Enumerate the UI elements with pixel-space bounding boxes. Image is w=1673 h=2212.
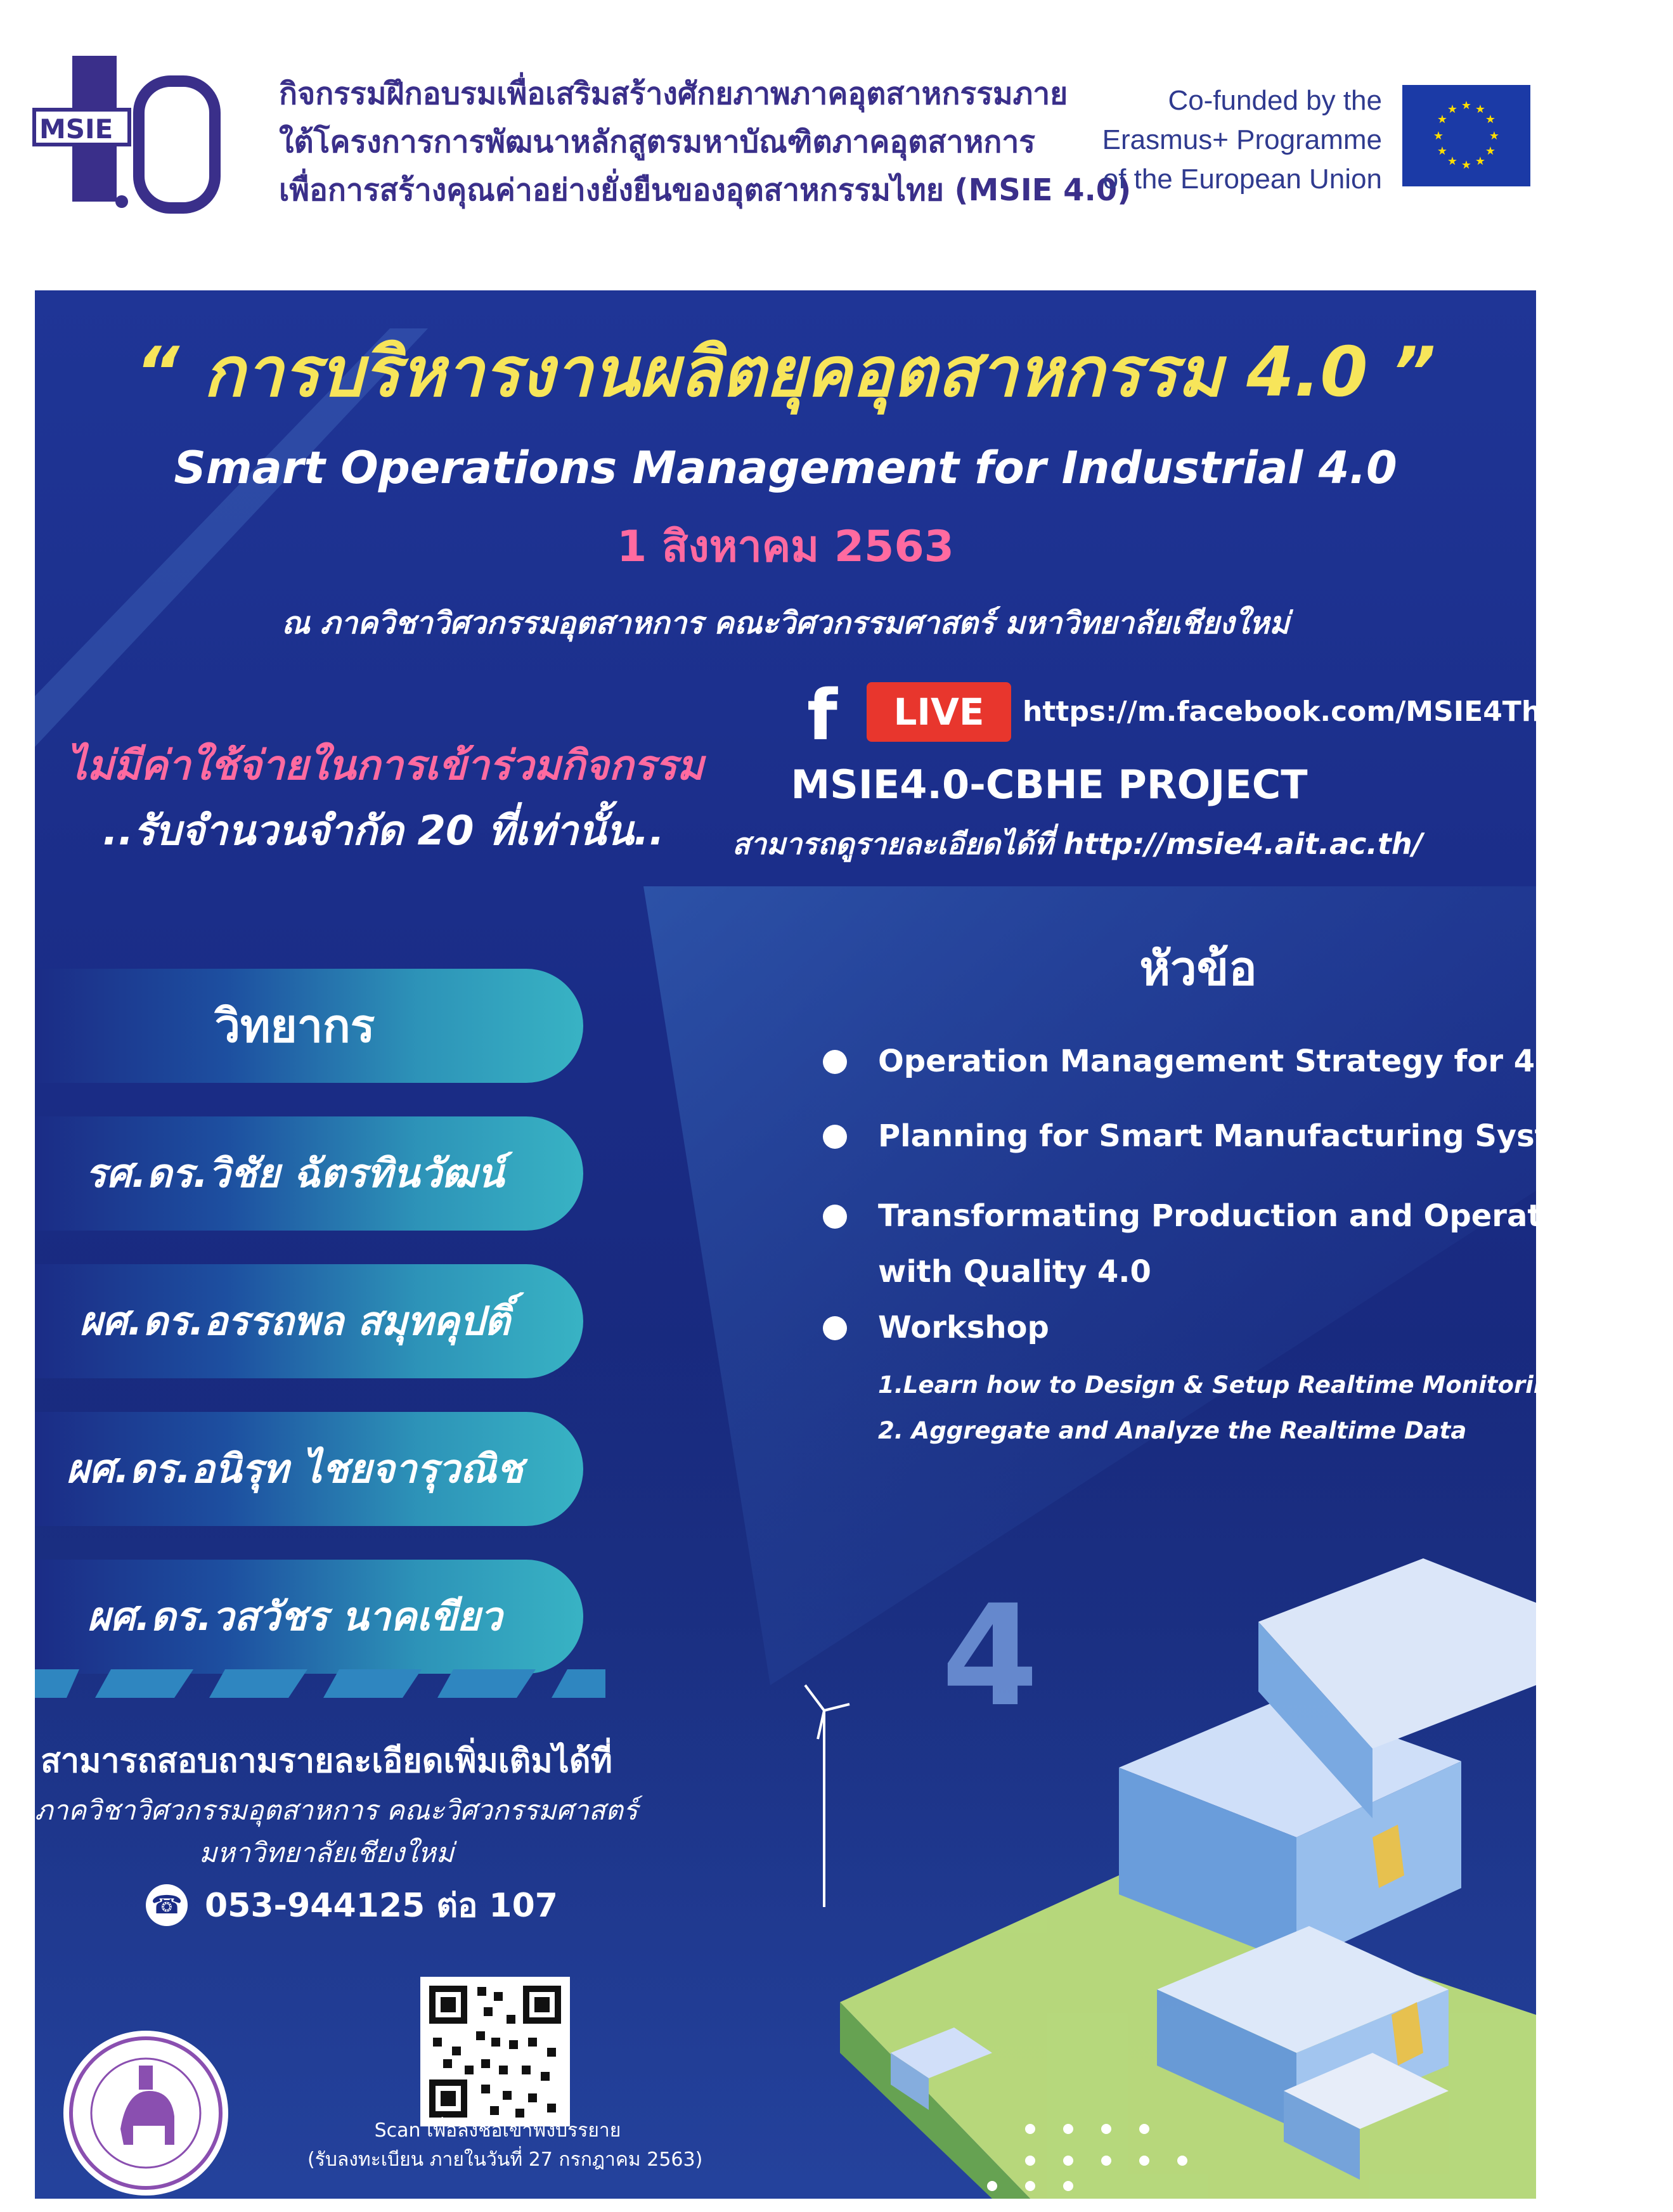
svg-text:★: ★: [1447, 155, 1458, 168]
msie-logo: [34, 56, 231, 221]
phone-icon: ☎: [146, 1884, 188, 1926]
topic-item: Workshop: [878, 1310, 1049, 1345]
svg-text:★: ★: [1489, 129, 1500, 143]
topics-title: หัวข้อ: [1139, 941, 1257, 996]
svg-text:★: ★: [1437, 113, 1448, 126]
svg-text:MSIE: MSIE: [39, 113, 113, 145]
speaker-pill: [35, 1560, 583, 1674]
svg-text:★: ★: [1475, 155, 1486, 168]
svg-text:★: ★: [1485, 113, 1496, 126]
event-title-english: Smart Operations Management for Industrial 4.0: [174, 442, 1397, 494]
facebook-link[interactable]: https://m.facebook.com/MSIE4Thailand/: [1023, 695, 1648, 728]
contact-department: ภาควิชาวิศวกรรมอุตสาหการ คณะวิศวกรรมศาสตร์: [35, 1795, 638, 1827]
details-link[interactable]: สามารถดูรายละเอียดได้ที่ http://msie4.ait.ac.th/: [732, 827, 1423, 861]
facebook-icon: f: [807, 675, 837, 756]
speaker-name: ผศ.ดร.อรรถพล สมุทคุปติ์: [79, 1298, 510, 1344]
contact-university: มหาวิทยาลัยเชียงใหม่: [199, 1837, 454, 1869]
eu-cofunded-text: [1078, 81, 1382, 199]
bullet-icon: [823, 1205, 847, 1229]
speaker-pill: [35, 1412, 583, 1526]
event-venue: ณ ภาควิชาวิศวกรรมอุตสาหการ คณะวิศวกรรมศาสตร์ มหาวิทยาลัยเชียงใหม่: [281, 605, 1289, 641]
eu-line-2: Erasmus+ Programme: [1102, 124, 1382, 155]
svg-text:★: ★: [1475, 103, 1486, 116]
speaker-pill: [35, 1116, 583, 1231]
qr-scan-instruction: Scan เพื่อลงชื่อเข้าฟังบรรยาย: [374, 2119, 621, 2142]
eu-line-1: Co-funded by the: [1168, 85, 1382, 116]
speakers-title: วิทยากร: [214, 999, 375, 1052]
svg-text:4: 4: [941, 1575, 1039, 1737]
event-poster: [35, 290, 1673, 2199]
free-admission-note: ไม่มีค่าใช้จ่ายในการเข้าร่วมกิจกรรม: [67, 742, 704, 789]
university-seal-logo: [60, 2028, 231, 2199]
eu-flag-icon: [1402, 85, 1530, 186]
workshop-item: 1.Learn how to Design & Setup Realtime Monitoring System: [878, 1371, 1673, 1399]
bullet-icon: [823, 1316, 847, 1340]
topic-item-continued: with Quality 4.0: [878, 1254, 1151, 1290]
header-text: [279, 70, 1132, 214]
svg-text:★: ★: [1447, 103, 1458, 116]
decorative-stripes: [35, 1660, 605, 1711]
topic-item: Transformating Production and Operation: [878, 1198, 1595, 1234]
live-badge: LIVE: [867, 682, 1011, 742]
header-line-3: เพื่อการสร้างคุณค่าอย่างยั่งยืนของอุตสาหกรรมไทย (MSIE 4.0): [279, 172, 1132, 208]
speaker-name: ผศ.ดร.อนิรุท ไชยจารุวณิช: [66, 1446, 524, 1492]
svg-text:★: ★: [1461, 99, 1472, 112]
event-title-thai: “ การบริหารงานผลิตยุคอุตสาหกรรม 4.0 ”: [135, 333, 1436, 412]
registration-deadline: (รับลงทะเบียน ภายในวันที่ 27 กรกฎาคม 2563): [307, 2149, 703, 2171]
topic-item: Operation Management Strategy for 4.0: [878, 1044, 1568, 1079]
header-line-2: ใต้โครงการการพัฒนาหลักสูตรมหาบัณฑิตภาคอุตสาหการ: [279, 124, 1036, 160]
speakers-header-pill: [35, 969, 583, 1083]
bullet-icon: [823, 1125, 847, 1149]
speaker-name: ผศ.ดร.วสวัชร นาคเขียว: [87, 1593, 503, 1640]
event-date: 1 สิงหาคม 2563: [617, 522, 954, 572]
project-name: MSIE4.0-CBHE PROJECT: [791, 761, 1308, 808]
bullet-icon: [823, 1050, 847, 1074]
topic-item: Planning for Smart Manufacturing System: [878, 1118, 1602, 1154]
header-line-1: กิจกรรมฝึกอบรมเพื่อเสริมสร้างศักยภาพภาคอุตสาหกรรมภาย: [279, 76, 1068, 112]
phone-number[interactable]: 053-944125 ต่อ 107: [205, 1887, 558, 1925]
registration-qr-code[interactable]: [420, 1977, 570, 2126]
speaker-pill: [35, 1264, 583, 1378]
svg-text:★: ★: [1437, 145, 1448, 158]
svg-text:★: ★: [1485, 145, 1496, 158]
smart-factory-illustration: [764, 1575, 1536, 2199]
workshop-item: 2. Aggregate and Analyze the Realtime Data: [878, 1417, 1467, 1444]
eu-line-3: of the European Union: [1102, 164, 1382, 195]
svg-text:★: ★: [1433, 129, 1444, 143]
contact-title: สามารถสอบถามรายละเอียดเพิ่มเติมได้ที่: [41, 1742, 612, 1780]
svg-text:★: ★: [1461, 158, 1472, 172]
speaker-name: รศ.ดร.วิชัย ฉัตรทินวัฒน์: [85, 1150, 505, 1196]
seat-limit-note: ..รับจำนวนจำกัด 20 ที่เท่านั้น..: [102, 808, 665, 855]
